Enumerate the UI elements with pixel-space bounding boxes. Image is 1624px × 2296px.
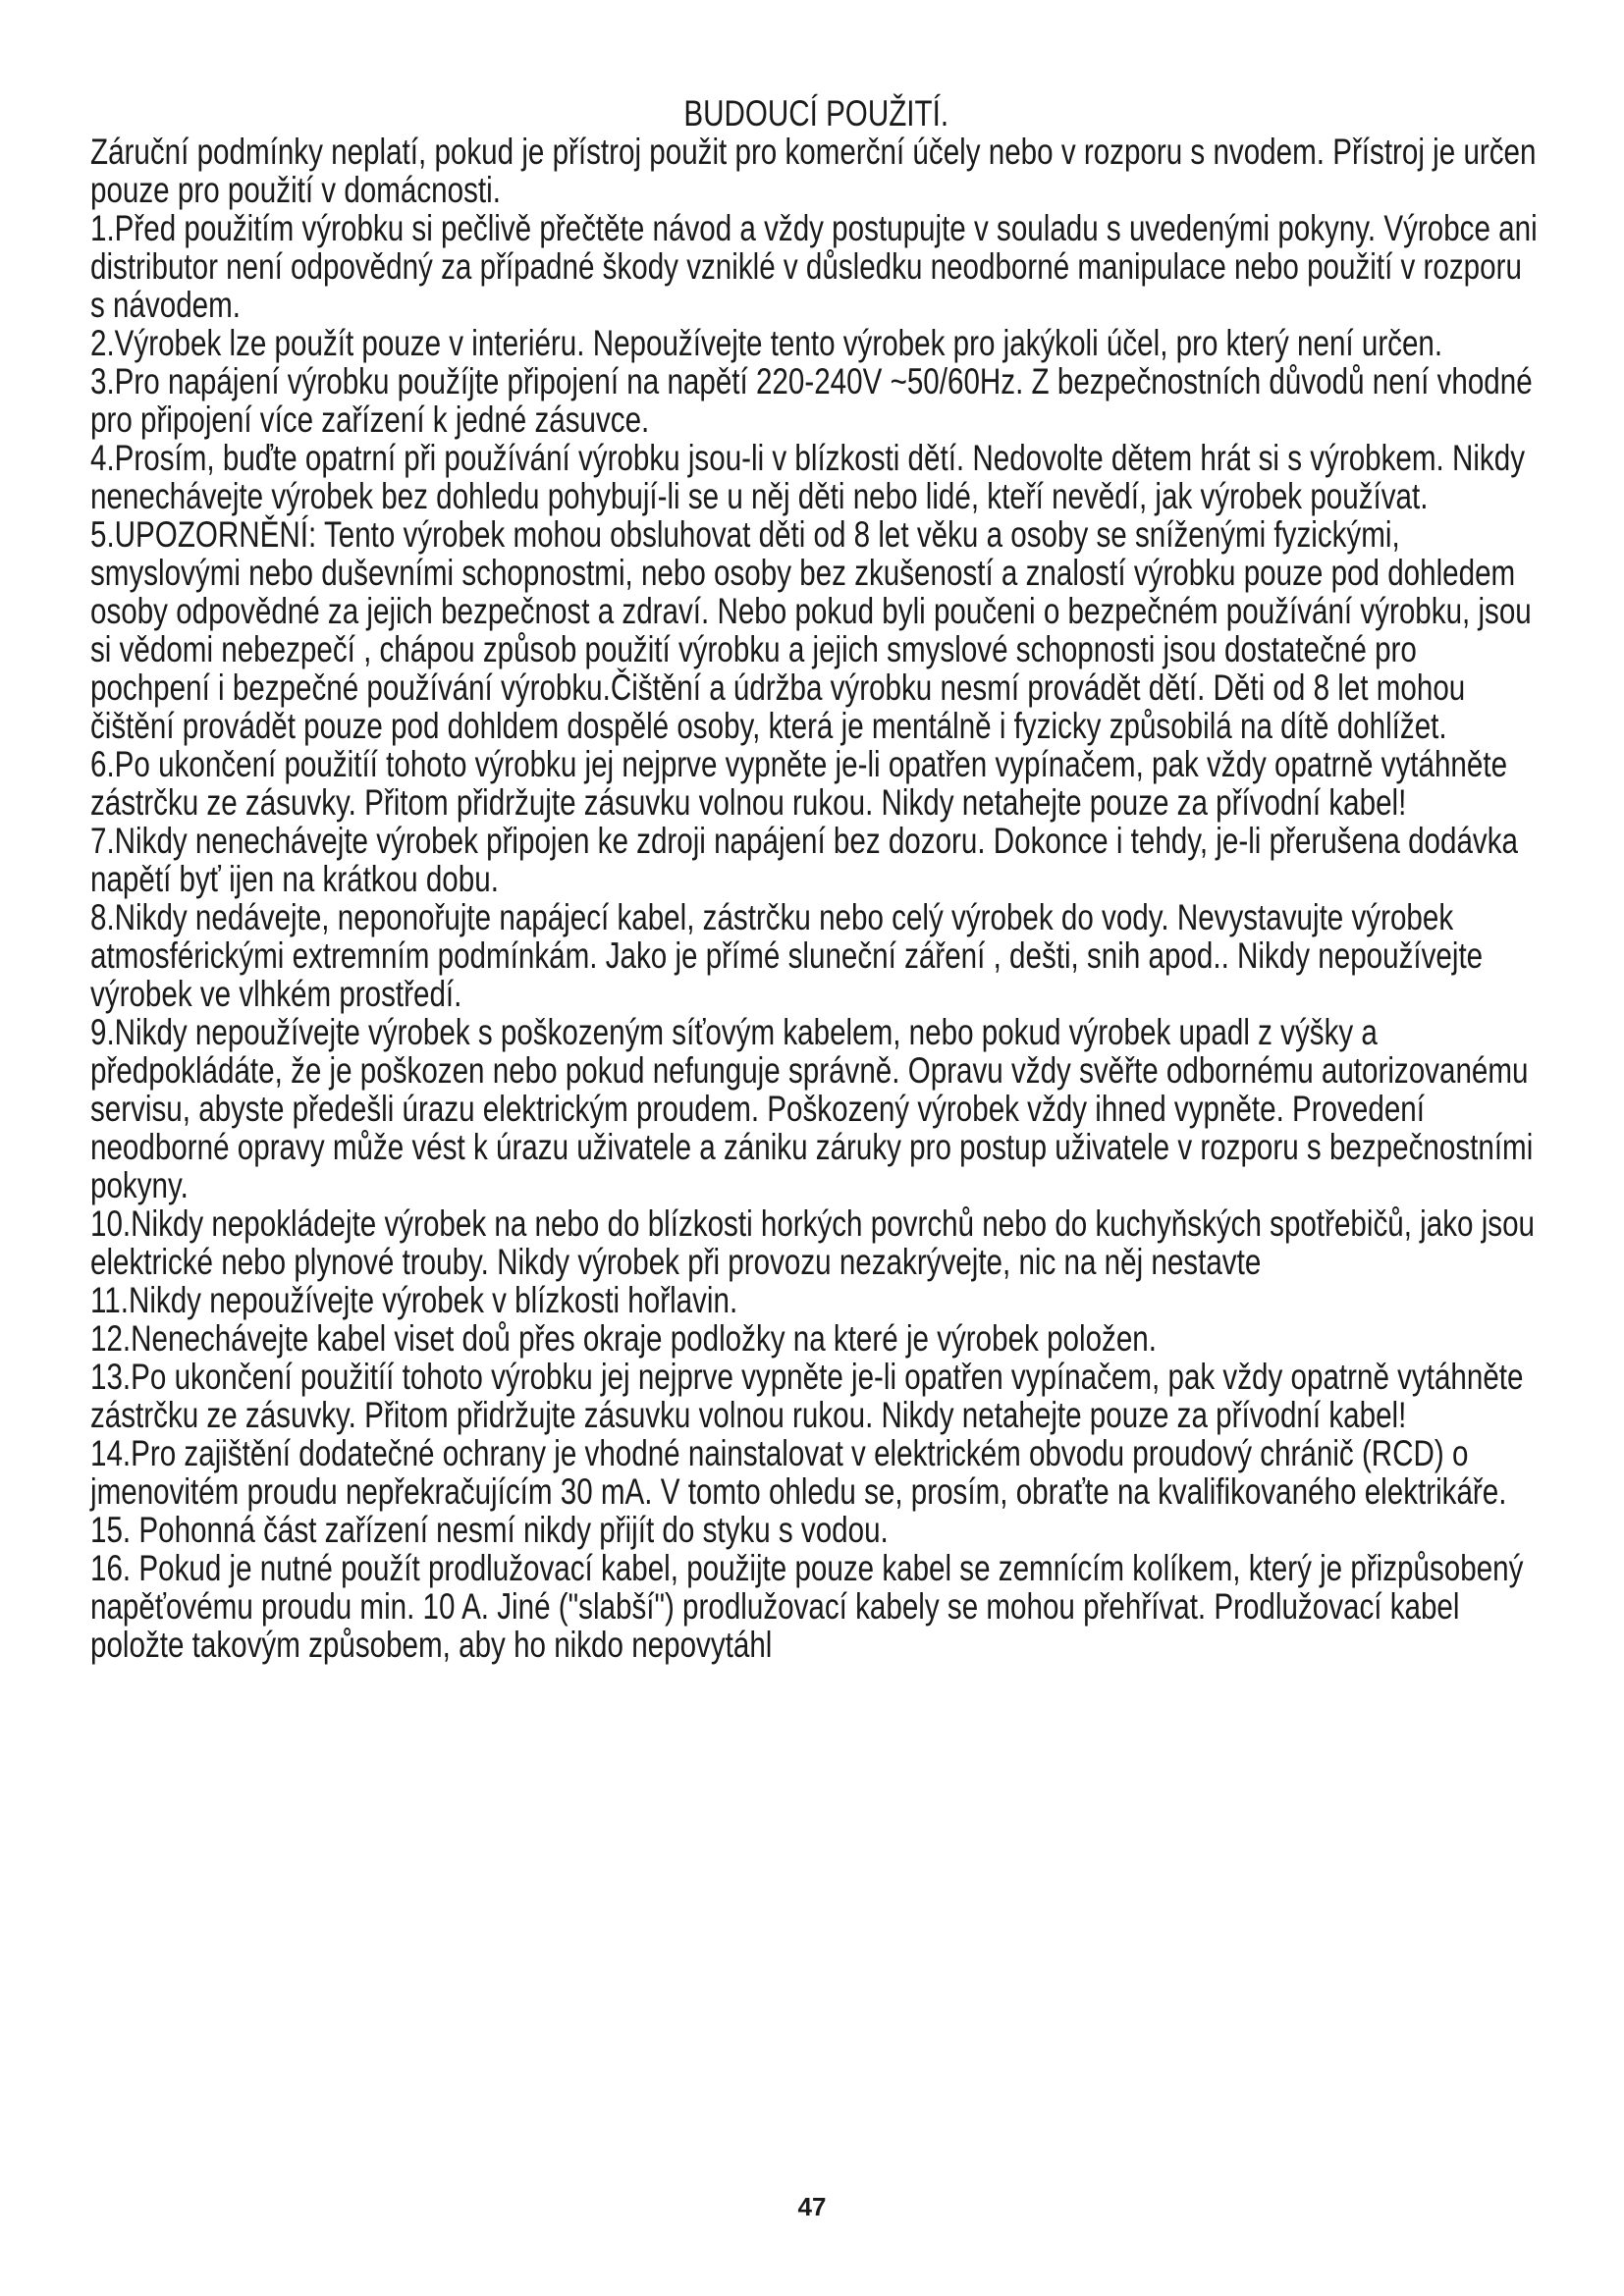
paragraph-intro: Záruční podmínky neplatí, pokud je přístroj použit pro komerční účely nebo v rozporu s nvodem. Přístroj je určen pouze pro použití v domácnosti. <box>90 132 1537 210</box>
paragraph-12: 12.Nenechávejte kabel viset doů přes okraje podložky na které je výrobek položen. <box>90 1318 1157 1359</box>
paragraph-1: 1.Před použitím výrobku si pečlivě přečtěte návod a vždy postupujte v souladu s uvedenými pokyny. Výrobce ani distributor není odpovědný za případné škody vzniklé v důsledku neodborné manipulace nebo použití v rozporu s návodem. <box>90 208 1538 325</box>
paragraph-8: 8.Nikdy nedávejte, neponořujte napájecí kabel, zástrčku nebo celý výrobek do vody. Nevystavujte výrobek atmosférickými extremním podmínkám. Jako je přímé sluneční záření , dešti, snih apod.. Nikdy nepoužívejte výrobek ve vlhkém prostředí. <box>90 897 1484 1014</box>
paragraph-6: 6.Po ukončení použitíí tohoto výrobku jej nejprve vypněte je-li opatřen vypínačem, pak vždy opatrně vytáhněte zástrčku ze zásuvky. Přitom přidržujte zásuvku volnou rukou. Nikdy netahejte pouze za přívodní kabel! <box>90 744 1508 823</box>
paragraph-16: 16. Pokud je nutné použít prodlužovací kabel, použijte pouze kabel se zemnícím kolíkem, který je přizpůsobený napěťovému proudu min. 10 A. Jiné ("slabší") prodlužovací kabely se mohou přehřívat. Prodlužovací kabel položte takovým způsobem, aby ho nikdo nepovytáhl <box>90 1548 1524 1665</box>
paragraph-13: 13.Po ukončení použitíí tohoto výrobku jej nejprve vypněte je-li opatřen vypínačem, pak vždy opatrně vytáhněte zástrčku ze zásuvky. Přitom přidržujte zásuvku volnou rukou. Nikdy netahejte pouze za přívodní kabel! <box>90 1357 1524 1435</box>
document-title: BUDOUCÍ POUŽITÍ. <box>683 93 949 133</box>
paragraph-9: 9.Nikdy nepoužívejte výrobek s poškozeným síťovým kabelem, nebo pokud výrobek upadl z výšky a předpokládáte, že je poškozen nebo pokud nefunguje správně. Opravu vždy svěřte odbornému autorizovanému servisu, abyste předešli úrazu elektrickým proudem. Poškozený výrobek vždy ihned vypněte. Provedení neodborné opravy může vést k úrazu uživatele a zániku záruky pro postup uživatele v rozporu s bezpečnostními pokyny. <box>90 1012 1534 1205</box>
paragraph-2: 2.Výrobek lze použít pouze v interiéru. Nepoužívejte tento výrobek pro jakýkoli účel, pro který není určen. <box>90 323 1443 363</box>
paragraph-11: 11.Nikdy nepoužívejte výrobek v blízkosti hořlavin. <box>90 1280 738 1320</box>
document-body <box>90 94 1542 1664</box>
paragraph-3: 3.Pro napájení výrobku použíjte připojení na napětí 220-240V ~50/60Hz. Z bezpečnostních důvodů není vhodné pro připojení více zařízení k jedné zásuvce. <box>90 361 1533 440</box>
paragraph-14: 14.Pro zajištění dodatečné ochrany je vhodné nainstalovat v elektrickém obvodu proudový chránič (RCD) o jmenovitém proudu nepřekračujícím 30 mA. V tomto ohledu se, prosím, obraťte na kvalifikovaného elektrikáře. <box>90 1433 1507 1512</box>
paragraph-5: 5.UPOZORNĚNÍ: Tento výrobek mohou obsluhovat děti od 8 let věku a osoby se sníženými fyzickými, smyslovými nebo duševními schopnostmi, nebo osoby bez zkušeností a znalostí výrobku pouze pod dohledem osoby odpovědné za jejich bezpečnost a zdraví. Nebo pokud byli poučeni o bezpečném používání výrobku, jsou si vědomi nebezpečí , chápou způsob použití výrobku a jejich smyslové schopnosti jsou dostatečné pro pochpení i bezpečné používání výrobku.Čištění a údržba výrobku nesmí provádět dětí. Děti od 8 let mohou čištění provádět pouze pod dohldem dospělé osoby, která je mentálně i fyzicky způsobilá na dítě dohlížet. <box>90 514 1532 746</box>
page-number: 47 <box>797 2192 827 2221</box>
paragraph-10: 10.Nikdy nepokládejte výrobek na nebo do blízkosti horkých povrchů nebo do kuchyňských spotřebičů, jako jsou elektrické nebo plynové trouby. Nikdy výrobek při provozu nezakrývejte, nic na něj nestavte <box>90 1203 1535 1282</box>
paragraph-4: 4.Prosím, buďte opatrní při používání výrobku jsou-li v blízkosti dětí. Nedovolte dětem hrát si s výrobkem. Nikdy nenechávejte výrobek bez dohledu pohybují-li se u něj děti nebo lidé, kteří nevědí, jak výrobek používat. <box>90 438 1525 516</box>
paragraph-15: 15. Pohonná část zařízení nesmí nikdy přijít do styku s vodou. <box>90 1510 889 1550</box>
paragraph-7: 7.Nikdy nenechávejte výrobek připojen ke zdroji napájení bez dozoru. Dokonce i tehdy, je-li přerušena dodávka napětí byť ijen na krátkou dobu. <box>90 821 1518 899</box>
